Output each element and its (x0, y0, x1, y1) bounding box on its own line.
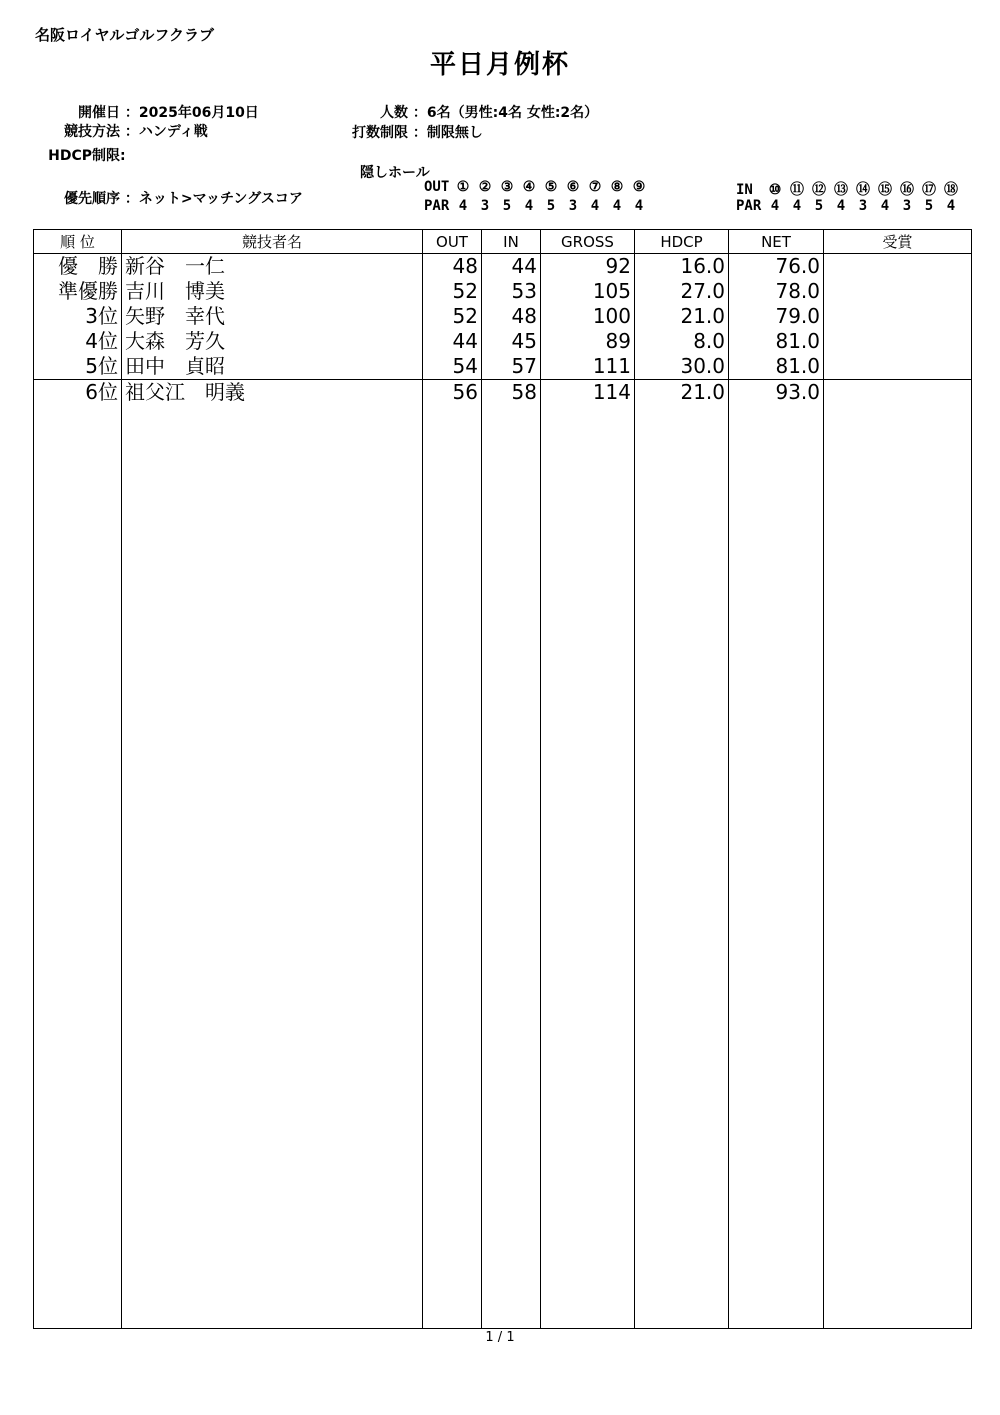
table-filler-row (34, 405, 972, 1329)
hole-cell: 4 (792, 198, 802, 214)
cell-out: 56 (423, 380, 482, 406)
cell-name: 大森 芳久 (122, 329, 423, 354)
in-holes-row (736, 179, 962, 199)
cell-hdcp: 16.0 (635, 254, 729, 280)
cell-out: 48 (423, 254, 482, 280)
hole-cell: 3 (568, 198, 578, 214)
in-par-row (736, 198, 962, 214)
cell-name: 田中 貞昭 (122, 354, 423, 380)
date-label: 開催日 (78, 105, 120, 121)
hole-cell: ⑯ (900, 182, 914, 198)
cell-award (824, 354, 972, 380)
method-label: 競技方法 (64, 124, 120, 140)
cell-rank: 優 勝 (34, 254, 122, 280)
hole-cell: 4 (836, 198, 846, 214)
header-rank: 順 位 (34, 230, 122, 254)
date-value: 2025年06月10日 (138, 105, 259, 121)
info-method: 競技方法 ：ハンディ戦 (40, 121, 208, 141)
cell-rank: 3位 (34, 304, 122, 329)
cell-net: 78.0 (729, 279, 824, 304)
cell-award (824, 304, 972, 329)
cell-gross: 89 (541, 329, 635, 354)
method-value: ハンディ戦 (138, 124, 208, 140)
cell-name: 吉川 博美 (122, 279, 423, 304)
filler-cell (482, 405, 541, 1329)
table-row (34, 254, 972, 280)
cell-out: 52 (423, 279, 482, 304)
hole-cell: ⑦ (588, 179, 602, 195)
cell-rank: 準優勝 (34, 279, 122, 304)
cell-net: 76.0 (729, 254, 824, 280)
hole-cell: 4 (458, 198, 468, 214)
filler-cell (122, 405, 423, 1329)
stroke-limit-label: 打数制限 (352, 125, 408, 141)
header-net: NET (729, 230, 824, 254)
cell-in: 58 (482, 380, 541, 406)
cell-gross: 111 (541, 354, 635, 380)
cell-in: 44 (482, 254, 541, 280)
cell-out: 44 (423, 329, 482, 354)
hole-cell: ⑮ (878, 182, 892, 198)
cell-in: 53 (482, 279, 541, 304)
hole-cell: 5 (924, 198, 934, 214)
cell-net: 81.0 (729, 354, 824, 380)
hole-cell: ⑰ (922, 182, 936, 198)
count-value: 6名（男性:4名 女性:2名） (426, 105, 599, 121)
cell-gross: 114 (541, 380, 635, 406)
cell-net: 79.0 (729, 304, 824, 329)
cell-hdcp: 8.0 (635, 329, 729, 354)
info-count: 人数 ：6名（男性:4名 女性:2名） (320, 102, 598, 122)
table-row (34, 354, 972, 380)
info-priority: 優先順序 ：ネット>マッチングスコア (40, 188, 303, 208)
table-row (34, 380, 972, 406)
cell-in: 48 (482, 304, 541, 329)
priority-value: ネット>マッチングスコア (138, 191, 303, 207)
hdcp-limit-label: HDCP制限 (48, 148, 120, 164)
club-name: 名阪ロイヤルゴルフクラブ (35, 26, 214, 44)
header-hdcp: HDCP (635, 230, 729, 254)
cell-rank: 5位 (34, 354, 122, 380)
table-row (34, 329, 972, 354)
header-name: 競技者名 (122, 230, 423, 254)
hole-cell: 4 (524, 198, 534, 214)
cell-hdcp: 21.0 (635, 304, 729, 329)
filler-cell (541, 405, 635, 1329)
hidden-holes-label: 隠しホール (360, 165, 430, 181)
hole-cell: ② (478, 179, 492, 195)
hole-cell: ⑬ (834, 182, 848, 198)
filler-cell (824, 405, 972, 1329)
hole-cell: 3 (902, 198, 912, 214)
hole-cell: 4 (590, 198, 600, 214)
cell-name: 祖父江 明義 (122, 380, 423, 406)
cell-gross: 92 (541, 254, 635, 280)
hole-cell: ⑩ (768, 182, 782, 198)
page-number: 1 / 1 (485, 1330, 515, 1345)
out-holes-row (424, 179, 650, 195)
hole-cell: ⑨ (632, 179, 646, 195)
stroke-limit-value: 制限無し (426, 125, 483, 141)
hole-cell: ① (456, 179, 470, 195)
hole-row-label: PAR (424, 198, 450, 214)
hole-cell: ⑫ (812, 182, 826, 198)
cell-award (824, 279, 972, 304)
results-table (33, 229, 972, 1329)
count-label: 人数 (380, 105, 408, 121)
hole-cell: ⑥ (566, 179, 580, 195)
out-par-row (424, 198, 650, 214)
cell-hdcp: 30.0 (635, 354, 729, 380)
cell-gross: 100 (541, 304, 635, 329)
cell-out: 54 (423, 354, 482, 380)
cell-award (824, 329, 972, 354)
filler-cell (729, 405, 824, 1329)
cell-in: 57 (482, 354, 541, 380)
cell-net: 93.0 (729, 380, 824, 406)
info-date: 開催日 ：2025年06月10日 (40, 102, 259, 122)
hole-cell: 5 (502, 198, 512, 214)
cell-out: 52 (423, 304, 482, 329)
header-gross: GROSS (541, 230, 635, 254)
hole-cell: 4 (634, 198, 644, 214)
hole-cell: 4 (612, 198, 622, 214)
filler-cell (635, 405, 729, 1329)
hole-cell: 3 (480, 198, 490, 214)
table-header-row (34, 230, 972, 254)
filler-cell (34, 405, 122, 1329)
table-row (34, 279, 972, 304)
hole-cell: 4 (946, 198, 956, 214)
cell-award (824, 380, 972, 406)
hole-cell: 4 (770, 198, 780, 214)
cell-rank: 6位 (34, 380, 122, 406)
hole-row-label: OUT (424, 179, 450, 195)
hole-row-label: PAR (736, 198, 762, 214)
hole-cell: 5 (814, 198, 824, 214)
hole-row-label: IN (736, 182, 753, 198)
header-in: IN (482, 230, 541, 254)
info-stroke-limit: 打数制限 ：制限無し (320, 122, 483, 142)
hole-cell: ⑧ (610, 179, 624, 195)
hole-cell: 3 (858, 198, 868, 214)
hole-cell: 4 (880, 198, 890, 214)
cell-hdcp: 27.0 (635, 279, 729, 304)
cell-gross: 105 (541, 279, 635, 304)
page-title: 平日月例杯 (429, 50, 570, 80)
filler-cell (423, 405, 482, 1329)
hole-cell: ⑱ (944, 182, 958, 198)
hole-cell: ④ (522, 179, 536, 195)
priority-label: 優先順序 (64, 191, 120, 207)
cell-name: 新谷 一仁 (122, 254, 423, 280)
cell-name: 矢野 幸代 (122, 304, 423, 329)
header-out: OUT (423, 230, 482, 254)
hole-cell: 5 (546, 198, 556, 214)
cell-net: 81.0 (729, 329, 824, 354)
header-award: 受賞 (824, 230, 972, 254)
hole-cell: ⑭ (856, 182, 870, 198)
cell-hdcp: 21.0 (635, 380, 729, 406)
table-row (34, 304, 972, 329)
cell-rank: 4位 (34, 329, 122, 354)
info-hdcp-limit: HDCP制限: (40, 145, 126, 165)
hole-cell: ⑪ (790, 182, 804, 198)
cell-award (824, 254, 972, 280)
cell-in: 45 (482, 329, 541, 354)
hole-cell: ③ (500, 179, 514, 195)
hole-cell: ⑤ (544, 179, 558, 195)
